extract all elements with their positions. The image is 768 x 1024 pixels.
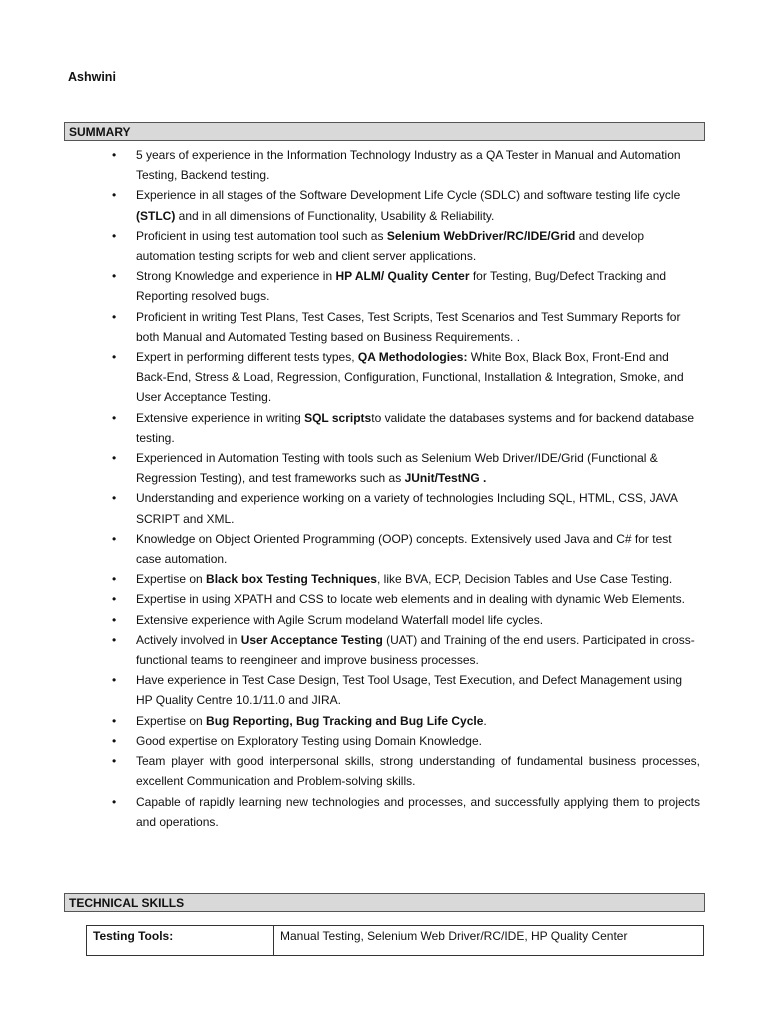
summary-text: , like BVA, ECP, Decision Tables and Use Case Testing.: [376, 572, 673, 587]
summary-text: Understanding and experience working on a variety of technologies Including SQL, HTML, CSS, JAVA SCRIPT and XML.: [136, 491, 678, 526]
skills-value: Manual Testing, Selenium Web Driver/RC/IDE, HP Quality Center: [274, 926, 704, 956]
summary-item: [104, 630, 700, 670]
summary-bold: (STLC): [136, 208, 176, 223]
summary-item: [104, 529, 700, 569]
summary-bold: SQL scripts: [304, 410, 372, 425]
summary-text: Experienced in Automation Testing with tools such as Selenium Web Driver/IDE/Grid (Functional & Regression Testing), and test frameworks such as: [136, 451, 658, 486]
summary-text: Strong Knowledge and experience in: [136, 269, 336, 284]
summary-item: [104, 226, 700, 266]
summary-item: [104, 266, 700, 306]
skills-label: Testing Tools:: [87, 926, 274, 956]
summary-item: [104, 610, 700, 630]
summary-text: 5 years of experience in the Information Technology Industry as a QA Tester in Manual and Automation Testing, Backend testing.: [136, 148, 681, 183]
technical-skills-heading: TECHNICAL SKILLS: [64, 893, 705, 912]
summary-text: to validate the databases systems and for backend database testing.: [136, 410, 695, 445]
summary-text: Expert in performing different tests types,: [136, 350, 358, 365]
summary-text: Have experience in Test Case Design, Test Tool Usage, Test Execution, and Defect Management using HP Quality Centre 10.1/11.0 and JIRA.: [136, 673, 683, 708]
skills-table: [86, 925, 704, 956]
summary-text: Actively involved in: [136, 632, 241, 647]
summary-item: [104, 711, 700, 731]
summary-text: and develop automation testing scripts for web and client server applications.: [136, 228, 645, 264]
summary-item: [104, 145, 700, 185]
summary-item: [104, 589, 700, 609]
summary-bold: Selenium WebDriver/RC/IDE/Grid: [386, 228, 576, 243]
summary-text: Expertise on: [136, 572, 207, 587]
summary-bold: QA Methodologies:: [357, 350, 468, 365]
summary-bold: User Acceptance Testing: [240, 632, 383, 647]
summary-item: [104, 731, 700, 751]
summary-text: White Box, Black Box, Front-End and Back-End, Stress & Load, Regression, Configuration, Functional, Installation & Integration, Smoke, and User Acceptance Testing.: [136, 350, 684, 405]
summary-bold: HP ALM/ Quality Center: [335, 269, 470, 284]
summary-bold: JUnit/TestNG .: [404, 471, 487, 486]
summary-text: Knowledge on Object Oriented Programming (OOP) concepts. Extensively used Java and C# for test case automation.: [136, 531, 672, 567]
summary-text: Extensive experience with Agile Scrum modeland Waterfall model life cycles.: [136, 612, 544, 627]
summary-item: [104, 792, 700, 832]
summary-text: Expertise in using XPATH and CSS to locate web elements and in dealing with dynamic Web Elements.: [136, 592, 685, 607]
summary-text: Experience in all stages of the Software Development Life Cycle (SDLC) and software testing life cycle: [136, 188, 681, 203]
summary-text: Proficient in writing Test Plans, Test Cases, Test Scripts, Test Scenarios and Test Summary Reports for both Manual and Automated Testing based on Business Requirements. .: [136, 309, 681, 344]
table-row: [87, 926, 704, 956]
summary-item: [104, 488, 700, 528]
summary-item: [104, 569, 700, 589]
summary-item: [104, 448, 700, 488]
summary-item: [104, 408, 700, 448]
summary-text: for Testing, Bug/Defect Tracking and Reporting resolved bugs.: [136, 269, 667, 304]
summary-text: Good expertise on Exploratory Testing using Domain Knowledge.: [136, 733, 482, 748]
summary-bold: Black box Testing Techniques: [206, 572, 377, 587]
summary-list: [104, 145, 700, 832]
candidate-name: Ashwini: [68, 70, 116, 84]
summary-text: Capable of rapidly learning new technologies and processes, and successfully applying them to projects and operations.: [136, 794, 700, 829]
summary-bold: Bug Reporting, Bug Tracking and Bug Life Cycle: [206, 713, 484, 728]
summary-text: (UAT) and Training of the end users. Participated in cross-functional teams to reengineer and improve business processes.: [136, 632, 695, 668]
summary-text: and in all dimensions of Functionality, Usability & Reliability.: [175, 208, 495, 223]
summary-item: [104, 751, 700, 791]
summary-text: Proficient in using test automation tool such as: [136, 228, 387, 243]
summary-item: [104, 185, 700, 225]
summary-text: Team player with good interpersonal skills, strong understanding of fundamental business processes, excellent Communication and Problem-solving skills.: [136, 754, 700, 789]
summary-item: [104, 307, 700, 347]
summary-item: [104, 670, 700, 710]
summary-text: Expertise on: [136, 713, 207, 728]
summary-item: [104, 347, 700, 408]
summary-heading: SUMMARY: [64, 122, 705, 141]
summary-text: .: [483, 713, 487, 728]
summary-text: Extensive experience in writing: [136, 410, 305, 425]
